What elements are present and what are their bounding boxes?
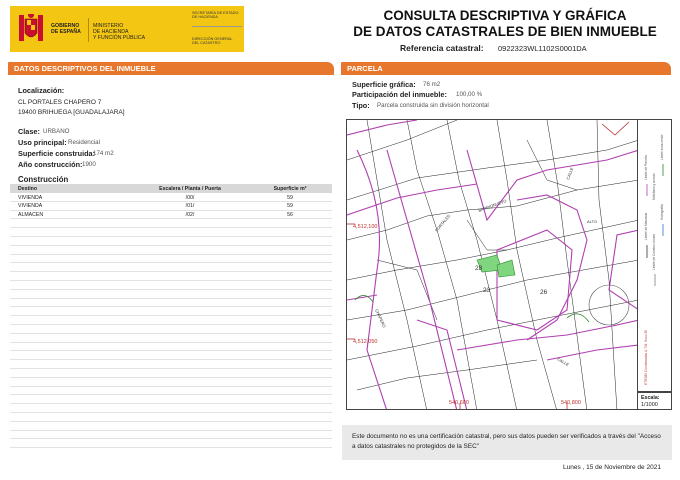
section-bar-datos: DATOS DESCRIPTIVOS DEL INMUEBLE bbox=[8, 62, 334, 75]
construccion-table bbox=[10, 184, 332, 448]
ano-label: Año construcción: bbox=[18, 160, 83, 169]
superficie-label: Superficie construida: bbox=[18, 149, 96, 158]
cell-superficie: 59 bbox=[287, 194, 293, 201]
empty-table-row bbox=[10, 219, 332, 228]
map-drawing bbox=[347, 120, 638, 410]
legend-hidrografia: Hidrografía bbox=[660, 204, 664, 220]
cell-superficie: 59 bbox=[287, 203, 293, 210]
escala-value: 1/1000 bbox=[641, 402, 658, 408]
sup-grafica-value: 76 m2 bbox=[423, 81, 441, 88]
cell-escalera: /02/ bbox=[185, 212, 195, 219]
localizacion-label: Localización: bbox=[18, 86, 65, 95]
legend-zona-verde: Límite zona verde bbox=[660, 134, 664, 160]
section-bar-parcela: PARCELA bbox=[341, 62, 671, 75]
empty-table-row bbox=[10, 263, 332, 272]
empty-table-row bbox=[10, 255, 332, 264]
th-destino: Destino bbox=[18, 185, 38, 192]
ministry-line2: DE HACIENDA bbox=[93, 29, 129, 35]
table-row bbox=[10, 193, 332, 202]
superficie-value: 174 m2 bbox=[93, 150, 114, 157]
participacion-value: 100,00 % bbox=[456, 91, 483, 98]
coord-x1: 540,600 bbox=[449, 400, 469, 406]
legend-mobiliario: Mobiliario y aceras bbox=[652, 173, 656, 200]
legend-manzana: Límite de Manzana bbox=[644, 212, 648, 240]
tipo-value: Parcela construida sin división horizontal bbox=[377, 102, 489, 109]
empty-table-row bbox=[10, 387, 332, 396]
street-calle-2: CALLE bbox=[556, 356, 570, 368]
parcel-label-23: 23 bbox=[483, 287, 491, 294]
ref-label: Referencia catastral: bbox=[400, 43, 484, 53]
empty-rows bbox=[10, 219, 332, 448]
empty-table-row bbox=[10, 404, 332, 413]
cell-destino: VIVIENDA bbox=[18, 203, 43, 210]
cell-superficie: 56 bbox=[287, 212, 293, 219]
gov-line1: GOBIERNO bbox=[51, 23, 80, 29]
empty-table-row bbox=[10, 237, 332, 246]
legend-construcciones: Límite de Construcciones bbox=[652, 234, 656, 270]
cadastral-map[interactable] bbox=[346, 119, 638, 410]
empty-table-row bbox=[10, 378, 332, 387]
parcel-label-26: 26 bbox=[540, 289, 548, 296]
ministry-name bbox=[93, 23, 145, 41]
empty-table-row bbox=[10, 281, 332, 290]
sec-line2: DE HACIENDA bbox=[192, 15, 218, 20]
empty-table-row bbox=[10, 325, 332, 334]
uso-value: Residencial bbox=[68, 139, 100, 146]
empty-table-row bbox=[10, 246, 332, 255]
legend-parcela: Límite de Parcela bbox=[644, 155, 648, 180]
empty-table-row bbox=[10, 431, 332, 440]
th-escalera: Escalera / Planta / Puerta bbox=[159, 185, 221, 192]
empty-table-row bbox=[10, 343, 332, 352]
empty-table-row bbox=[10, 307, 332, 316]
empty-table-row bbox=[10, 360, 332, 369]
street-chapero: CHAPERO bbox=[374, 308, 387, 329]
cell-destino: VIVIENDA bbox=[18, 194, 43, 201]
disclaimer-notice: Este documento no es una certificación catastral, pero sus datos pueden ser verificados a través del "Acceso a datos catastrales no protegidos de la SEC" bbox=[342, 425, 672, 460]
empty-table-row bbox=[10, 439, 332, 448]
empty-table-row bbox=[10, 316, 332, 325]
title-line1: CONSULTA DESCRIPTIVA Y GRÁFICA bbox=[383, 8, 627, 23]
secretaria-block bbox=[186, 6, 248, 52]
ano-value: 1900 bbox=[82, 161, 96, 168]
coord-y1: 4,512,100 bbox=[353, 224, 378, 230]
map-legend bbox=[638, 119, 672, 392]
dg-line1: DIRECCIÓN GENERAL bbox=[192, 37, 233, 41]
scale-box bbox=[638, 392, 672, 410]
empty-table-row bbox=[10, 334, 332, 343]
table-row bbox=[10, 211, 332, 220]
title-line2: DE DATOS CATASTRALES DE BIEN INMUEBLE bbox=[353, 24, 657, 39]
parcel-label-28: 28 bbox=[475, 265, 483, 272]
empty-table-row bbox=[10, 369, 332, 378]
escala-label: Escala: bbox=[641, 395, 660, 401]
participacion-label: Participación del inmueble: bbox=[352, 90, 447, 99]
ministry-line1: MINISTERIO bbox=[93, 23, 124, 29]
government-name bbox=[51, 23, 81, 35]
construccion-label: Construcción bbox=[18, 175, 69, 184]
th-superficie: Superficie m² bbox=[273, 185, 307, 192]
sec-divider bbox=[192, 26, 242, 27]
legend-datum: ETRS89 Coordenadas U.T.M. Huso 30 bbox=[644, 330, 648, 385]
coord-y2: 4,512,050 bbox=[353, 339, 378, 345]
empty-table-row bbox=[10, 413, 332, 422]
coord-x2: 540,800 bbox=[561, 400, 581, 406]
cell-escalera: /00/ bbox=[185, 194, 195, 201]
empty-table-row bbox=[10, 395, 332, 404]
street-alto: ALTO bbox=[587, 219, 598, 224]
cell-destino: ALMACEN bbox=[18, 212, 44, 219]
street-calle-1: CALLE bbox=[565, 166, 575, 181]
gov-line2: DE ESPAÑA bbox=[51, 29, 81, 35]
direccion-text bbox=[192, 37, 233, 46]
table-row bbox=[10, 202, 332, 211]
sup-grafica-label: Superficie gráfica: bbox=[352, 80, 416, 89]
ref-value: 0922323WL1102S0001DA bbox=[498, 44, 587, 53]
empty-table-row bbox=[10, 290, 332, 299]
empty-table-row bbox=[10, 272, 332, 281]
street-barrionuevo: BARRIONUEVO bbox=[477, 198, 508, 213]
dg-line2: DEL CATASTRO bbox=[192, 41, 221, 46]
cell-escalera: /01/ bbox=[185, 203, 195, 210]
coat-of-arms-icon bbox=[16, 11, 46, 47]
header-divider bbox=[88, 18, 89, 42]
empty-table-row bbox=[10, 351, 332, 360]
clase-label: Clase: bbox=[18, 127, 40, 136]
table-header bbox=[10, 184, 332, 193]
empty-table-row bbox=[10, 299, 332, 308]
address-line2: 19400 BRIHUEGA [GUADALAJARA] bbox=[18, 109, 125, 116]
address-line1: CL PORTALES CHAPERO 7 bbox=[18, 99, 102, 106]
tipo-label: Tipo: bbox=[352, 101, 370, 110]
secretaria-text bbox=[192, 11, 239, 20]
empty-table-row bbox=[10, 228, 332, 237]
street-portales: PORTALES bbox=[433, 213, 452, 233]
clase-value: URBANO bbox=[43, 128, 70, 135]
empty-table-row bbox=[10, 422, 332, 431]
issue-date: Lunes , 15 de Noviembre de 2021 bbox=[563, 464, 661, 471]
page-title bbox=[340, 8, 670, 40]
ministry-line3: Y FUNCIÓN PÚBLICA bbox=[93, 35, 146, 41]
uso-label: Uso principal: bbox=[18, 138, 67, 147]
sec-line1: SECRETARÍA DE ESTADO bbox=[192, 11, 239, 15]
